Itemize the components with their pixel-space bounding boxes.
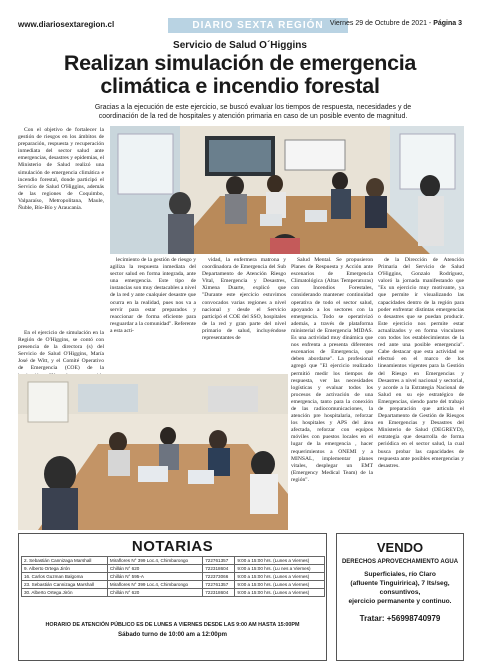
notary-hours: 9:00 a 15:00 hrs. (Lunes a Viernes) [235,557,325,565]
article-column-4 [291,257,373,485]
notary-hours: 9:00 a 15:00 hrs. (Lunes a Viernes) [235,581,325,589]
table-row [22,557,325,565]
notary-address: Chillán N° 620 [107,565,202,573]
table-row [22,565,325,573]
newspaper-name: DIARIO SEXTA REGIÓN [168,18,348,33]
vendo-subtitle: DERECHOS APROVECHAMIENTO AGUA [341,559,459,565]
issue-date: Viernes 29 de Octubre de 2021 - [329,20,434,27]
notarias-table [21,556,325,597]
article-lead: Gracias a la ejecución de este ejercicio, se buscó evaluar los tiempos de respuesta, necesidades y de coordinación de la red de hospitales y atención primaria en caso de un posible evento de magnitud. [94,104,412,120]
table-row [22,581,325,589]
page-header [18,18,462,34]
notary-hours: 9:00 a 15:00 hrs. (Lu nes a Viernes) [235,565,325,573]
vendo-phone[interactable]: Tratar: +56998740979 [359,614,441,623]
paragraph: Con el objetivo de fortalecer la gestión de riesgos en los ámbitos de preparación, respuesta y recuperación inmediata del sector salud ante emergencias, desastres y epidemias, el Ministerio de Salud realizó una simulación de emergencia climática e incendio forestal, donde participó el Servicio de Salud O'Higgins, además de las regiones de Coquimbo, Valparaíso, Metropolitana, Maule, Ñuble, Bío-Bío y Araucanía. [18,127,104,212]
paragraph: Salud Mental. Se propusieron Planes de Respuesta y Acción ante escenarios de Emergencia Climatológica (Altas Temperaturas) con Incendios Forestales, considerando mantener continuidad operativa de todo el sector salud, apoyando a los sectores con la emergencia. Todo se operativizó además, a través de plataforma ministerial de Emergencia MIDAS. Es una actividad muy dinámica que nos enfrenta a presenta diferentes escenarios de Emergencia, que deben abordarse". La profesional agregó que "El ejercicio realizado permitió medir los tiempos de respuesta, ver las necesidades logísticas y evaluar todos los procesos de activación de una emergencia, tanto para la conexión de las radiocomunicaciones, la atención pre hospitalaria, reforzar los hospitales y APS del área afectada, reforzar con equipos móviles con puestos locales en el lugar de la emergencia , hacer requerimientos a ONEMI y a MINSAL, implementar planes vitales, desplegar un EMT (Emergency Medical Team) de la región". [291,257,373,483]
notary-hours: 9:00 a 15:00 hrs. (Lunes a Viernes) [235,573,325,581]
notary-name: 23. Sebastián Cannizaga Marshall [22,581,108,589]
vendo-description [337,570,463,606]
paragraph: En el ejercicio de simulación en la Región de O'Higgins, se contó con presencia de la directora (s) del Servicio de Salud O'Higgins, María José de Witt, y el Comité Operativo de Emergencia (COE) de la [18,330,104,372]
notarias-hours-note: HORARIO DE ATENCIÓN PÚBLICO ES DE LUNES A VIERNES DESDE LAS 9:00 AM HASTA 15:00PM [45,622,300,628]
notary-phone: 722373066 [203,573,235,581]
article-kicker: Servicio de Salud O´Higgins [173,40,307,51]
notary-phone: 722761357 [203,557,235,565]
notary-address: Chillán N° 620 [107,589,202,597]
notary-address: Chillán N° 595-A [107,573,202,581]
notary-phone: 722761357 [203,581,235,589]
table-row [22,589,325,597]
page-number: Página 3 [433,20,462,27]
paragraph: de la Dirección de Atención Primaria del Servicio de Salud O'Higgins, Gonzalo Rodríguez, valoró la jornada manifestando que "Es un ejercicio muy motivante, ya que permite ir visualizando las capacidades dentro de la región para poder enfrentar distintas emergencias o desastres que se puedan producir. Este ejercicio nos permite estar actualizados y en forma vinculares con todos los establecimientos de la red ante una posible emergencia". Cabe destacar que esta actividad se efectuó en el marco de los lineamientos vigentes para la Gestión del Riesgo en Emergencias y Desastres a nivel nacional y sectorial, y acorde a la Estrategia Nacional de Salud en su eje estratégico de Emergencias, siendo parte del trabajo de preparación que articula el Departamento de Gestión de Riesgos en Emergencias y Desastres del Ministerio de Salud (DEGREYD), estrategia que desarrolla de forma periódica en el sector salud, la cual busca probar las capacidades de respuesta ante posibles emergencias y desastres. [378,257,464,469]
notary-phone: 722318604 [203,589,235,597]
article-column-5 [378,257,464,471]
meeting-photo-top [110,126,464,254]
vendo-title: VENDO [376,540,424,555]
notary-name: 2. Sebastián Cannizaga Marshall [22,557,108,565]
notary-name: 9. Alberto Ortega Jirón [22,565,108,573]
article-headline: Realizan simulación de emergencia climática e incendio forestal [63,51,417,98]
article-column-2 [110,257,196,336]
date-page-label [330,20,462,27]
paragraph: lecimiento de la gestión de riesgo y agiliza la respuesta inmediata del sector salud en forma integrada, ante una emergencia. Este tipo de instancias son muy destacables a nivel de la red y ante cualquier desastre que ocurra en la realidad, pues nos va a servir para estar preparados y reaccionar de forma eficiente para resguardar a la comunidad". Referente a esta acti- [110,257,196,334]
meeting-photo-bottom [18,374,288,530]
notary-phone: 722318604 [203,565,235,573]
notary-name: 16. Carlos Guzman Balgoma [22,573,108,581]
notarias-ad [18,533,327,661]
paragraph: vidad, la enfermera matrona y coordinadora de Emergencia del Sub Departamento de Atención Riesgo Vital, Emergencia y Desastres, Ximena Duarte, explicó que "Durante este ejercicio estuvimos convocados varias regiones a nivel nacional y desde el Servicio participó el COE del SSO, hospitales de la red y gran parte del nivel primario de salud, incluyéndose representantes de [202,257,286,342]
vendo-line: consuntivos, [379,589,421,596]
vendo-line: (afluente Tinguiririca), 7 lts/seg, [350,580,450,587]
vendo-line: Superficiales, río Claro [364,571,436,578]
notary-address: Miraflores N° 399 Loc.4, Chimbarongo [107,581,202,589]
notary-name: 30. Alberto Ortega Jirón [22,589,108,597]
notary-hours: 9:00 a 15:00 hrs. (Lunes a Viernes) [235,589,325,597]
vendo-ad [336,533,464,661]
vendo-line: ejercicio permanente y continuo. [348,598,452,605]
article-column-1 [18,127,104,213]
notary-address: Miraflores N° 399 Loc.4, Chimbarongo [107,557,202,565]
table-row [22,573,325,581]
article-column-3 [202,257,286,343]
site-url[interactable]: www.diariosextaregion.cl [18,20,115,29]
notarias-saturday-note: Sábado turno de 10:00 am a 12:00pm [117,631,227,638]
notarias-title: NOTARIAS [131,538,214,555]
